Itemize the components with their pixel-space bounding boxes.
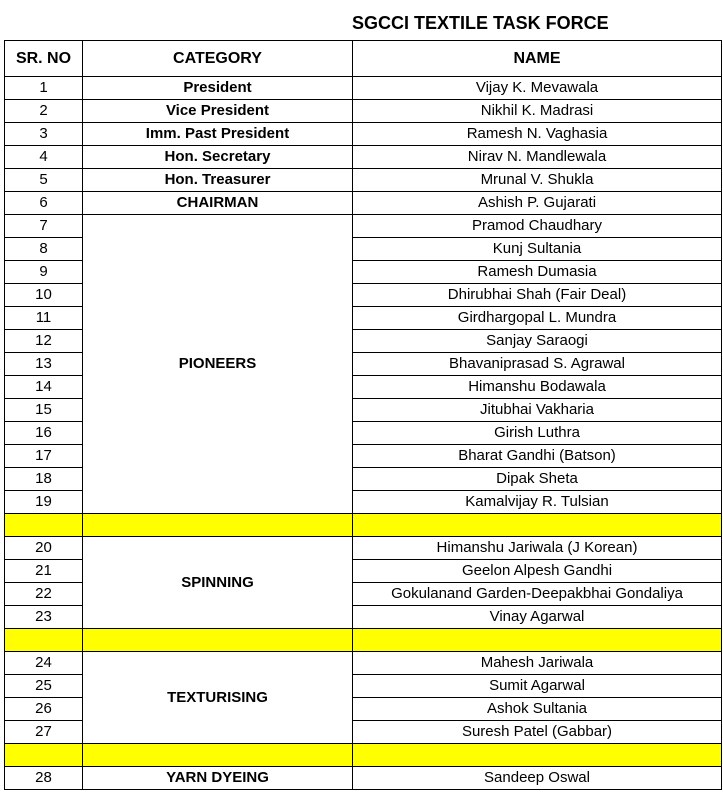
- separator-cell: [353, 629, 722, 652]
- name-cell: Vijay K. Mevawala: [353, 77, 722, 100]
- task-force-table: [4, 40, 722, 790]
- sr-no-cell: 23: [5, 606, 83, 629]
- category-cell: Hon. Secretary: [83, 146, 353, 169]
- name-cell: Girdhargopal L. Mundra: [353, 307, 722, 330]
- separator-cell: [5, 629, 83, 652]
- sr-no-cell: 7: [5, 215, 83, 238]
- group-category-cell: PIONEERS: [83, 215, 353, 514]
- separator-row: [5, 744, 722, 767]
- name-cell: Himanshu Bodawala: [353, 376, 722, 399]
- sr-no-cell: 21: [5, 560, 83, 583]
- table-row: [5, 100, 722, 123]
- category-cell: President: [83, 77, 353, 100]
- table-body: [5, 77, 722, 790]
- separator-cell: [83, 514, 353, 537]
- group-category-cell: TEXTURISING: [83, 652, 353, 744]
- sr-no-cell: 19: [5, 491, 83, 514]
- name-cell: Ramesh Dumasia: [353, 261, 722, 284]
- name-cell: Geelon Alpesh Gandhi: [353, 560, 722, 583]
- sr-no-cell: 17: [5, 445, 83, 468]
- separator-cell: [353, 514, 722, 537]
- separator-row: [5, 629, 722, 652]
- name-cell: Nikhil K. Madrasi: [353, 100, 722, 123]
- name-cell: Ashok Sultania: [353, 698, 722, 721]
- table-row: [5, 169, 722, 192]
- separator-cell: [83, 629, 353, 652]
- table-row: [5, 537, 722, 560]
- name-cell: Nirav N. Mandlewala: [353, 146, 722, 169]
- sr-no-cell: 6: [5, 192, 83, 215]
- name-cell: Ashish P. Gujarati: [353, 192, 722, 215]
- sr-no-cell: 8: [5, 238, 83, 261]
- name-cell: Himanshu Jariwala (J Korean): [353, 537, 722, 560]
- separator-cell: [5, 744, 83, 767]
- category-cell: CHAIRMAN: [83, 192, 353, 215]
- sr-no-cell: 1: [5, 77, 83, 100]
- name-cell: Ramesh N. Vaghasia: [353, 123, 722, 146]
- sr-no-cell: 20: [5, 537, 83, 560]
- header-category: CATEGORY: [83, 41, 353, 77]
- sr-no-cell: 18: [5, 468, 83, 491]
- name-cell: Mrunal V. Shukla: [353, 169, 722, 192]
- name-cell: Jitubhai Vakharia: [353, 399, 722, 422]
- name-cell: Bharat Gandhi (Batson): [353, 445, 722, 468]
- sr-no-cell: 16: [5, 422, 83, 445]
- table-row: [5, 652, 722, 675]
- name-cell: Dipak Sheta: [353, 468, 722, 491]
- header-sr-no: SR. NO: [5, 41, 83, 77]
- name-cell: Pramod Chaudhary: [353, 215, 722, 238]
- separator-cell: [83, 744, 353, 767]
- group-category-cell: SPINNING: [83, 537, 353, 629]
- separator-row: [5, 514, 722, 537]
- sr-no-cell: 2: [5, 100, 83, 123]
- category-cell: Vice President: [83, 100, 353, 123]
- table-row: [5, 123, 722, 146]
- sr-no-cell: 11: [5, 307, 83, 330]
- sr-no-cell: 26: [5, 698, 83, 721]
- header-row: [5, 41, 722, 77]
- sr-no-cell: 12: [5, 330, 83, 353]
- name-cell: Gokulanand Garden-Deepakbhai Gondaliya: [353, 583, 722, 606]
- header-name: NAME: [353, 41, 722, 77]
- table-row: [5, 192, 722, 215]
- sr-no-cell: 15: [5, 399, 83, 422]
- category-cell: Hon. Treasurer: [83, 169, 353, 192]
- sr-no-cell: 5: [5, 169, 83, 192]
- table-row: [5, 215, 722, 238]
- name-cell: Dhirubhai Shah (Fair Deal): [353, 284, 722, 307]
- page-title: SGCCI TEXTILE TASK FORCE: [352, 13, 609, 33]
- sr-no-cell: 25: [5, 675, 83, 698]
- sr-no-cell: 14: [5, 376, 83, 399]
- name-cell: Sanjay Saraogi: [353, 330, 722, 353]
- separator-cell: [5, 514, 83, 537]
- group-category-cell: YARN DYEING: [83, 767, 353, 790]
- name-cell: Vinay Agarwal: [353, 606, 722, 629]
- sr-no-cell: 28: [5, 767, 83, 790]
- separator-cell: [353, 744, 722, 767]
- name-cell: Girish Luthra: [353, 422, 722, 445]
- name-cell: Sandeep Oswal: [353, 767, 722, 790]
- category-cell: Imm. Past President: [83, 123, 353, 146]
- sr-no-cell: 9: [5, 261, 83, 284]
- sr-no-cell: 24: [5, 652, 83, 675]
- name-cell: Mahesh Jariwala: [353, 652, 722, 675]
- name-cell: Suresh Patel (Gabbar): [353, 721, 722, 744]
- sr-no-cell: 4: [5, 146, 83, 169]
- sr-no-cell: 22: [5, 583, 83, 606]
- name-cell: Kamalvijay R. Tulsian: [353, 491, 722, 514]
- table-row: [5, 77, 722, 100]
- name-cell: Kunj Sultania: [353, 238, 722, 261]
- sr-no-cell: 3: [5, 123, 83, 146]
- sr-no-cell: 13: [5, 353, 83, 376]
- name-cell: Bhavaniprasad S. Agrawal: [353, 353, 722, 376]
- table-row: [5, 146, 722, 169]
- sr-no-cell: 27: [5, 721, 83, 744]
- name-cell: Sumit Agarwal: [353, 675, 722, 698]
- table-row: [5, 767, 722, 790]
- sr-no-cell: 10: [5, 284, 83, 307]
